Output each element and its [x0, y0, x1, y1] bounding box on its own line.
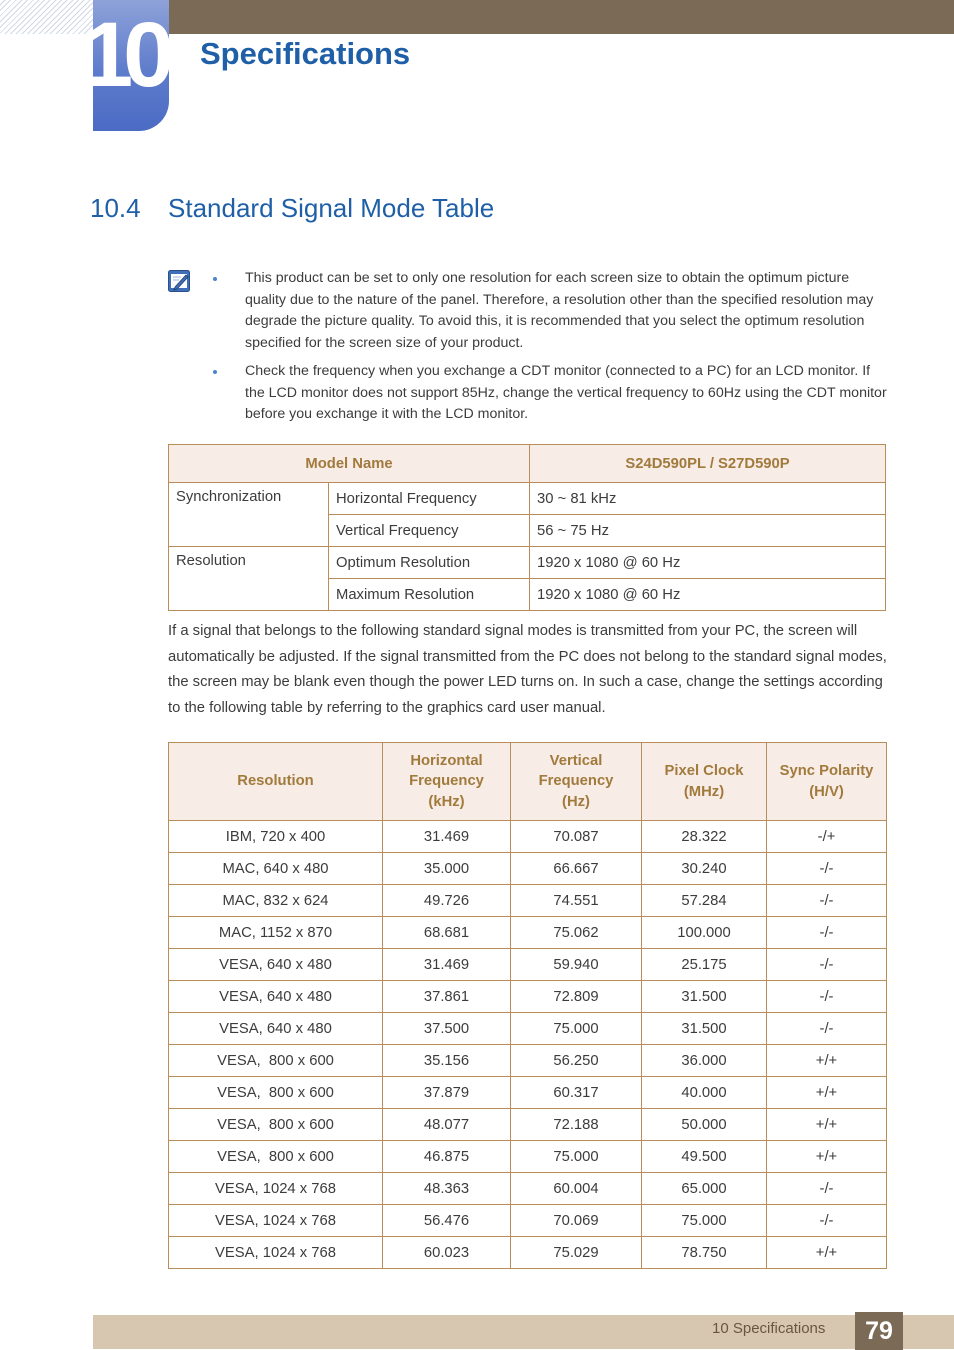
- table-cell: 31.469: [383, 821, 511, 853]
- table-cell: 100.000: [642, 917, 767, 949]
- note-item: [212, 361, 887, 426]
- footer-label: 10 Specifications: [712, 1320, 826, 1337]
- spec-item: Optimum Resolution: [329, 547, 530, 579]
- spec-header-label: Model Name: [169, 445, 530, 483]
- table-cell: 56.476: [383, 1205, 511, 1237]
- table-cell: 68.681: [383, 917, 511, 949]
- header-line: Horizontal: [410, 752, 483, 769]
- table-cell: 56.250: [511, 1045, 642, 1077]
- table-cell: VESA, 800 x 600: [169, 1045, 383, 1077]
- table-cell: 75.000: [642, 1205, 767, 1237]
- table-cell: 48.363: [383, 1173, 511, 1205]
- table-row: [169, 547, 886, 579]
- mode-table-body: [169, 821, 887, 1269]
- table-row: [169, 1205, 887, 1237]
- table-cell: 66.667: [511, 853, 642, 885]
- body-paragraph: If a signal that belongs to the following standard signal modes is transmitted from your PC, the screen will automatically be adjusted. If the signal transmitted from the PC does not belong to the standard signal modes, the screen may be blank even though the power LED turns on. In such a case, change the settings according to the following table by referring to the graphics card user manual.: [168, 623, 887, 716]
- spec-group-name: Synchronization: [169, 483, 329, 547]
- table-cell: 31.500: [642, 1013, 767, 1045]
- table-cell: -/-: [767, 949, 887, 981]
- table-cell: 57.284: [642, 885, 767, 917]
- table-row: [169, 1237, 887, 1269]
- table-cell: 70.087: [511, 821, 642, 853]
- header-hatch-decoration: [0, 0, 93, 34]
- spec-item: Maximum Resolution: [329, 579, 530, 611]
- table-cell: 60.317: [511, 1077, 642, 1109]
- table-row: [169, 1045, 887, 1077]
- table-cell: 74.551: [511, 885, 642, 917]
- table-cell: +/+: [767, 1237, 887, 1269]
- table-cell: 28.322: [642, 821, 767, 853]
- spec-header-value: S24D590PL / S27D590P: [530, 445, 886, 483]
- table-cell: VESA, 1024 x 768: [169, 1205, 383, 1237]
- table-cell: VESA, 1024 x 768: [169, 1237, 383, 1269]
- header-line: Sync Polarity: [779, 763, 874, 779]
- note-text: Check the frequency when you exchange a CDT monitor (connected to a PC) for an LCD monitor. If the LCD monitor does not support 85Hz, change the vertical frequency to 60Hz using the CDT monitor before you exchange it with the LCD monitor.: [245, 362, 887, 423]
- section-heading: [90, 193, 494, 224]
- table-cell: +/+: [767, 1109, 887, 1141]
- spec-item: Horizontal Frequency: [329, 483, 530, 515]
- chapter-number: 10: [82, 4, 165, 106]
- table-cell: -/-: [767, 885, 887, 917]
- table-cell: +/+: [767, 1141, 887, 1173]
- mode-column-header: [511, 743, 642, 821]
- mode-column-header: [383, 743, 511, 821]
- header-line: Frequency: [409, 773, 484, 790]
- spec-group-name: Resolution: [169, 547, 329, 611]
- header-line: (MHz): [683, 783, 725, 800]
- table-cell: 46.875: [383, 1141, 511, 1173]
- table-cell: VESA, 640 x 480: [169, 949, 383, 981]
- spec-value: 1920 x 1080 @ 60 Hz: [530, 547, 886, 579]
- table-row: [169, 917, 887, 949]
- table-cell: 25.175: [642, 949, 767, 981]
- note-pencil-icon: [168, 270, 190, 292]
- table-cell: 37.500: [383, 1013, 511, 1045]
- table-cell: 37.861: [383, 981, 511, 1013]
- mode-column-header: [767, 743, 887, 821]
- table-cell: -/-: [767, 853, 887, 885]
- table-cell: -/-: [767, 981, 887, 1013]
- signal-mode-table: [168, 742, 887, 1269]
- table-row: [169, 981, 887, 1013]
- spec-item: Vertical Frequency: [329, 515, 530, 547]
- table-row: [169, 853, 887, 885]
- header-line: Pixel Clock: [664, 763, 744, 779]
- table-cell: 75.000: [511, 1141, 642, 1173]
- table-row: [169, 1013, 887, 1045]
- table-cell: 75.000: [511, 1013, 642, 1045]
- mode-column-header: [169, 743, 383, 821]
- bullet-icon: [213, 370, 217, 374]
- table-cell: 60.023: [383, 1237, 511, 1269]
- table-cell: 49.500: [642, 1141, 767, 1173]
- table-cell: 35.156: [383, 1045, 511, 1077]
- table-cell: 50.000: [642, 1109, 767, 1141]
- table-row: [169, 483, 886, 515]
- mode-column-header: [642, 743, 767, 821]
- table-cell: 65.000: [642, 1173, 767, 1205]
- spec-value: 1920 x 1080 @ 60 Hz: [530, 579, 886, 611]
- table-cell: 60.004: [511, 1173, 642, 1205]
- table-row: [169, 1141, 887, 1173]
- table-cell: VESA, 1024 x 768: [169, 1173, 383, 1205]
- table-row: [169, 821, 887, 853]
- table-cell: 31.469: [383, 949, 511, 981]
- section-number: 10.4: [90, 193, 141, 223]
- spec-value: 56 ~ 75 Hz: [530, 515, 886, 547]
- table-cell: 35.000: [383, 853, 511, 885]
- table-cell: VESA, 800 x 600: [169, 1141, 383, 1173]
- table-cell: 36.000: [642, 1045, 767, 1077]
- table-row: [169, 1173, 887, 1205]
- table-cell: MAC, 832 x 624: [169, 885, 383, 917]
- table-row: [169, 885, 887, 917]
- table-cell: VESA, 640 x 480: [169, 981, 383, 1013]
- table-cell: 31.500: [642, 981, 767, 1013]
- spec-table-header-row: [169, 445, 886, 483]
- table-cell: MAC, 640 x 480: [169, 853, 383, 885]
- table-cell: 78.750: [642, 1237, 767, 1269]
- table-cell: MAC, 1152 x 870: [169, 917, 383, 949]
- header-line: Frequency: [538, 773, 614, 790]
- table-cell: IBM, 720 x 400: [169, 821, 383, 853]
- header-line: Resolution: [237, 773, 314, 790]
- spec-value: 30 ~ 81 kHz: [530, 483, 886, 515]
- chapter-title: Specifications: [200, 36, 411, 71]
- section-title: Standard Signal Mode Table: [168, 193, 495, 223]
- header-line: (H/V): [809, 783, 844, 800]
- header-line: (kHz): [428, 793, 465, 810]
- table-cell: 48.077: [383, 1109, 511, 1141]
- table-cell: 75.029: [511, 1237, 642, 1269]
- table-cell: 37.879: [383, 1077, 511, 1109]
- table-cell: -/+: [767, 821, 887, 853]
- note-text: This product can be set to only one resolution for each screen size to obtain the optimum picture quality due to the nature of the panel. Therefore, a resolution other than the specified resolution may degrade the picture quality. To avoid this, it is recommended that you select the optimum resolution specified for the screen size of your product.: [245, 270, 874, 352]
- table-cell: 72.809: [511, 981, 642, 1013]
- table-row: [169, 1077, 887, 1109]
- note-item: [212, 268, 887, 355]
- table-cell: -/-: [767, 1173, 887, 1205]
- table-cell: +/+: [767, 1077, 887, 1109]
- header-bar: [93, 0, 954, 34]
- table-cell: 59.940: [511, 949, 642, 981]
- mode-table-header-row: [169, 743, 887, 821]
- page-number: 79: [855, 1312, 903, 1350]
- table-cell: 70.069: [511, 1205, 642, 1237]
- table-cell: 72.188: [511, 1109, 642, 1141]
- table-cell: 30.240: [642, 853, 767, 885]
- table-cell: VESA, 800 x 600: [169, 1109, 383, 1141]
- table-cell: VESA, 800 x 600: [169, 1077, 383, 1109]
- table-cell: -/-: [767, 917, 887, 949]
- header-line: (Hz): [562, 793, 590, 810]
- table-cell: +/+: [767, 1045, 887, 1077]
- table-cell: 49.726: [383, 885, 511, 917]
- bullet-icon: [213, 277, 217, 281]
- table-row: [169, 1109, 887, 1141]
- table-cell: 75.062: [511, 917, 642, 949]
- notes-list: [212, 268, 887, 432]
- spec-table: [168, 444, 886, 611]
- table-cell: -/-: [767, 1205, 887, 1237]
- table-row: [169, 949, 887, 981]
- table-cell: 40.000: [642, 1077, 767, 1109]
- header-line: Vertical: [549, 752, 603, 769]
- table-cell: VESA, 640 x 480: [169, 1013, 383, 1045]
- table-cell: -/-: [767, 1013, 887, 1045]
